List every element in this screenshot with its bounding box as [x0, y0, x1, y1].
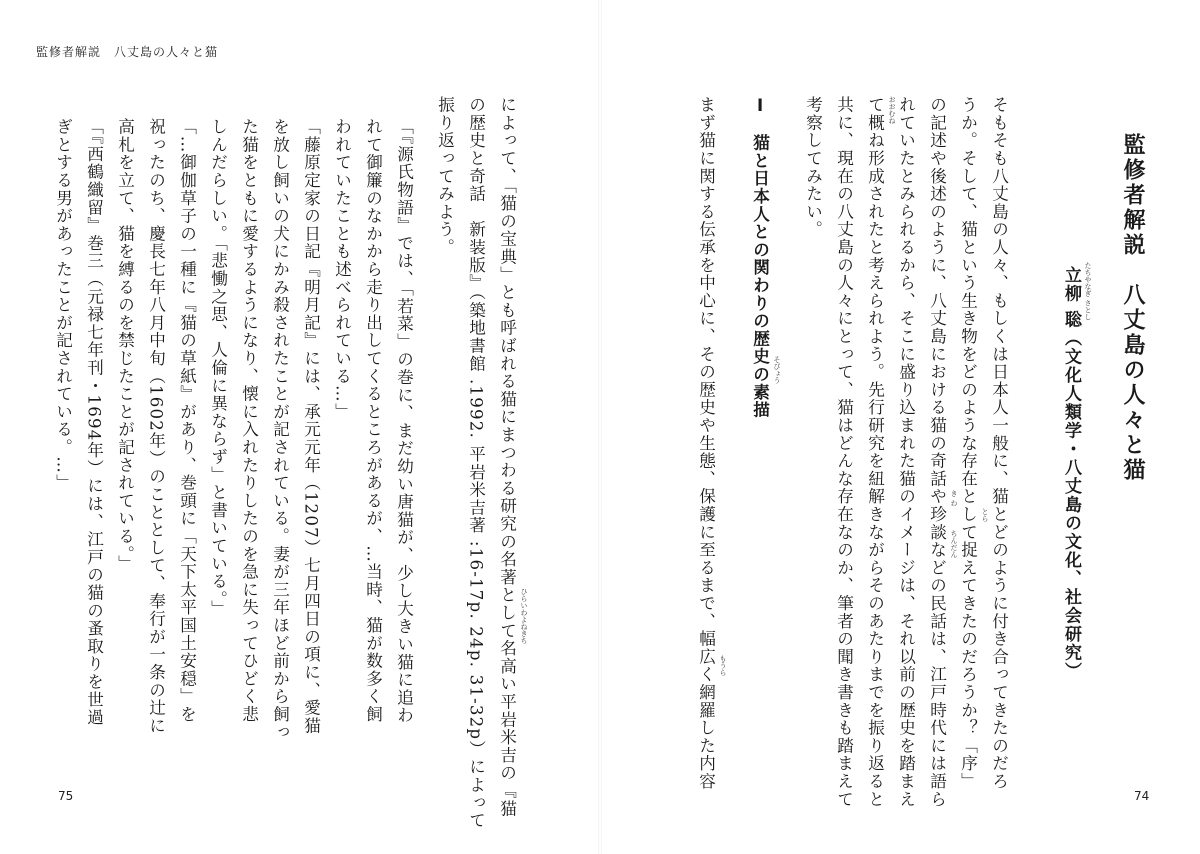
author-furigana: たちやなぎ さとし	[1084, 262, 1092, 321]
intro-line: 考察してみたい。	[803, 96, 823, 239]
intro-line: の記述や後述のように、八丈島における猫の奇話や珍談などの民話は、江戸時代には語ら	[927, 96, 947, 808]
section-line: まず猫に関する伝承を中心に、その歴史や生態、保護に至るまで、幅広く網羅した内容	[696, 96, 716, 791]
intro-line: うか。そして、猫という生き物をどのような存在として捉えてきたのだろうか？「序」	[958, 96, 978, 791]
intro-line: て概ね形成されたと考えられよう。先行研究を紐解きながらそのあたりまでを振り返ると	[865, 96, 885, 808]
page-number-right: 74	[1134, 789, 1150, 803]
quote-line: 祝ったのち、慶長七年八月中旬（1602年）のこととして、奉行が一条の辻に	[146, 118, 166, 735]
quote-line: れて御簾のなかから走り出してくるところがあるが、…当時、猫が数多く飼	[363, 118, 383, 724]
author-line: 立柳 聡（文化人類学・八丈島の文化、社会研究）	[1061, 266, 1081, 681]
furigana-oomune: おおむね	[888, 96, 896, 124]
quote-line: しんだらしい。「悲慟之思、人倫に異ならず」と書いている。」	[208, 118, 228, 618]
furigana-chindan: ちんだん	[950, 530, 958, 558]
section-heading: Ⅰ 猫と日本人との関わりの歴史の素描	[750, 96, 770, 419]
quote-line: を放し飼いの犬にかみ殺されたことが記されている。妻が三年ほど前から飼っ	[270, 118, 290, 741]
quote-line: 「…御伽草子の一種に『猫の草紙』があり、巻頭に「天下太平国土安穏」を	[177, 118, 197, 724]
quote-line: 「『西鶴織留』巻三（元禄七年刊・1694年）には、江戸の猫の蚤取りを世過	[84, 118, 104, 727]
article-title: 監修者解説 八丈島の人々と猫	[1120, 133, 1145, 483]
page-number-left: 75	[58, 789, 74, 803]
intro-line: れていたとみられるから、そこに盛り込まれた猫のイメージは、それ以前の歴史を踏まえ	[896, 96, 916, 808]
quote-line: 「藤原定家の日記『明月記』には、承元元年（1207）七月四日の項に、愛猫	[301, 118, 321, 735]
furigana-sobyou: そびょう	[773, 356, 781, 384]
quote-line: 「『源氏物語』では、「若菜」の巻に、まだ幼い唐猫が、少し大きい猫に追わ	[394, 118, 414, 725]
quote-line: た猫をともに愛するようになり、懐に入れたりしたのを急に失ってひどく悲	[239, 118, 259, 724]
section-line: によって、「猫の宝典」とも呼ばれる猫にまつわる研究の名著として名高い平岩米吉の『猫	[497, 96, 517, 818]
running-head: 監修者解説 八丈島の人々と猫	[36, 45, 219, 59]
quote-line: ぎとする男があったことが記されている。…」	[53, 118, 73, 492]
quote-line: われていたことも述べられている…」	[332, 118, 352, 421]
intro-line: そもそも八丈島の人々、もしくは日本人一般に、猫とどのように付き合ってきたのだろ	[989, 96, 1009, 791]
furigana-kiwa: き わ	[950, 490, 958, 507]
furigana-hiraiwa: ひらいわよねきち	[520, 588, 528, 644]
intro-line: 共に、現在の八丈島の人々にとって、猫はどんな存在なのか、筆者の聞き書きも踏まえて	[834, 96, 854, 808]
quote-line: 高札を立て、猫を縛るのを禁じたことが記されている。」	[115, 118, 135, 573]
section-line: 振り返ってみよう。	[435, 96, 455, 257]
furigana-moura: もうら	[719, 655, 727, 676]
page-gutter	[598, 0, 602, 854]
furigana-toraete: とら	[981, 508, 989, 522]
section-line: の歴史と奇話 新装版』（築地書館 .1992. 平岩米吉著 :16-17p. 24p. 31-32p）によって	[466, 96, 486, 830]
